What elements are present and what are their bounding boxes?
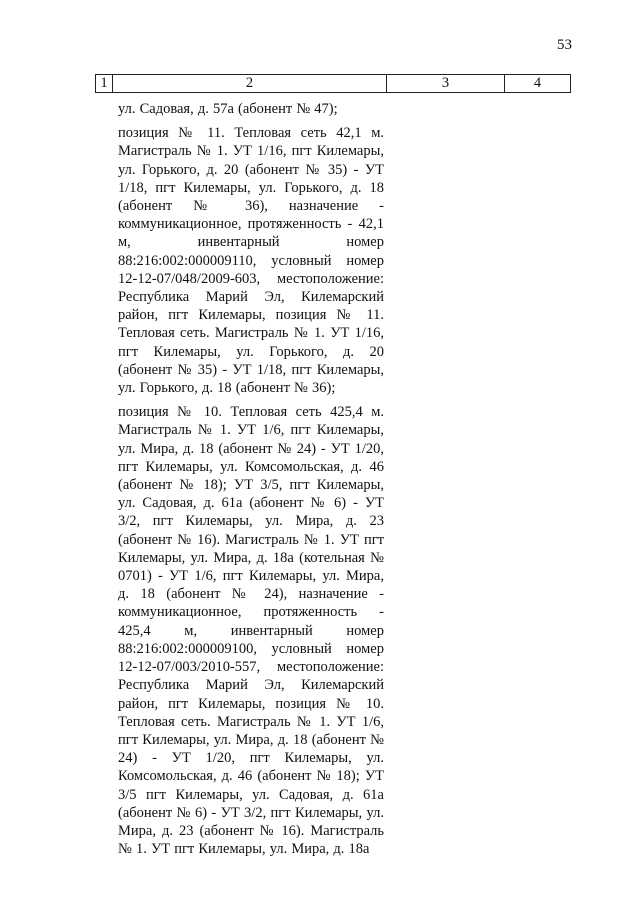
paragraph-address-line: ул. Садовая, д. 57а (абонент № 47); [118, 101, 338, 117]
column-header-4: 4 [533, 75, 542, 91]
column-header-2: 2 [113, 75, 387, 92]
column-header-1: 1 [96, 75, 113, 92]
table-column-header-row [95, 74, 571, 93]
document-body [118, 100, 384, 864]
paragraph-position-11: позиция № 11. Тепловая сеть 42,1 м. Магистраль № 1. УТ 1/16, пгт Килемары, ул. Горького, д. 20 (абонент № 35) - УТ 1/18, пгт Килемары, ул. Горького, д. 18 (абонент № 36), назначение - коммуникационное, протяженность - 42,1 м, инвентарный номер 88:216:002:000009110, условный номер 12-12-07/048/2009-603, местоположение: Республика Марий Эл, Килемарский район, пгт Килемары, позиция № 11. Тепловая сеть. Магистраль № 1. УТ 1/16, пгт Килемары, ул. Горького, д. 20 (абонент № 35) - УТ 1/18, пгт Килемары, ул. Горького, д. 18 (абонент № 36); [118, 125, 384, 397]
column-header-3: 3 [387, 75, 505, 92]
paragraph-position-10: позиция № 10. Тепловая сеть 425,4 м. Магистраль № 1. УТ 1/6, пгт Килемары, ул. Мира, д. 18 (абонент № 24) - УТ 1/20, пгт Килемары, ул. Комсомольская, д. 46 (абонент № 18); УТ 3/5, пгт Килемары, ул. Садовая, д. 61а (абонент № 6) - УТ 3/2, пгт Килемары, ул. Мира, д. 23 (абонент № 16). Магистраль № 1. УТ пгт Килемары, ул. Мира, д. 18а (котельная № 0701) - УТ 1/6, пгт Килемары, ул. Мира, д. 18 (абонент № 24), назначение - коммуникационное, протяженность - 425,4 м, инвентарный номер 88:216:002:000009100, условный номер 12-12-07/003/2010-557, местоположение: Республика Марий Эл, Килемарский район, пгт Килемары, позиция № 10. Тепловая сеть. Магистраль № 1. УТ 1/6, пгт Килемары, ул. Мира, д. 18 (абонент № 24) - УТ 1/20, пгт Килемары, ул. Комсомольская, д. 46 (абонент № 18); УТ 3/5 пгт Килемары, ул. Садовая, д. 61а (абонент № 6) - УТ 3/2, пгт Килемары, ул. Мира, д. 23 (абонент № 16). Магистраль № 1. УТ пгт Килемары, ул. Мира, д. 18а [118, 404, 384, 858]
page-number: 53 [557, 37, 572, 53]
